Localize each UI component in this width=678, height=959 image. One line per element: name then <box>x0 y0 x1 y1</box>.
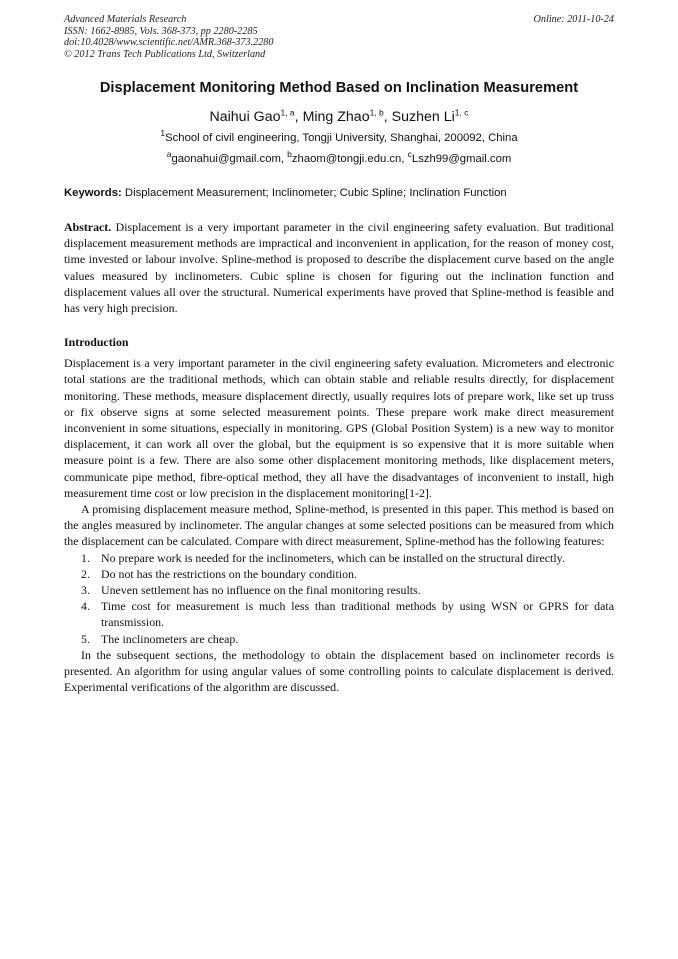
author-name: Naihui Gao <box>209 109 281 125</box>
email-address[interactable]: Lszh99@gmail.com <box>411 153 512 165</box>
author-list <box>64 108 614 126</box>
list-item-number: 1. <box>81 550 90 565</box>
issn-line: ISSN: 1662-8985, Vols. 368-373, pp 2280-2285 <box>64 25 258 37</box>
author-name: Ming Zhao <box>302 109 370 125</box>
list-item-text: The inclinometers are cheap. <box>101 631 239 646</box>
email-address[interactable]: zhaom@tongji.edu.cn <box>291 153 402 165</box>
list-item-text: Time cost for measurement is much less than traditional methods by using WSN or GPRS for data transmission. <box>101 599 614 630</box>
email-sup: b <box>287 149 292 160</box>
email-sup: c <box>407 149 412 160</box>
keywords-label: Keywords: <box>64 187 122 199</box>
email-sup: a <box>166 149 172 160</box>
paper-page <box>64 14 614 695</box>
author-sup: 1, a <box>280 107 295 118</box>
intro-paragraph-3: In the subsequent sections, the methodology to obtain the displacement based on inclinometer records is presented. An algorithm for using angular values of some controlling points to calculate displacement is derived. Experimental verifications of the algorithm are discussed. <box>64 647 614 695</box>
intro-paragraph-1: Displacement is a very important parameter in the civil engineering safety evaluation. Micrometers and electronic total stations are the traditional methods, which can obtain stable and reliable results directly, for displacement monitoring. These methods, measure displacement directly, usually requires lots of prepare work, like set up truss or fix observe signs at some selected measurement points. These prepare work make direct measurement inconvenient in some situations, especially in monitoring. GPS (Global Position System) is a new way to monitor displacement, it can work all over the global, but the equipment is so expensive that it is more suitable when measure point is a few. There are also some other displacement monitoring methods, like displacement meters, communicate pipe method, fibre-optical method, they all have the disadvantages of inconvenient to install, high measurement time cost or low precision in the displacement monitoring[1-2]. <box>64 356 614 500</box>
journal-name: Advanced Materials Research <box>64 14 187 25</box>
list-item-number: 4. <box>81 599 90 614</box>
author-sup: 1, b <box>369 107 384 118</box>
abstract-label: Abstract. <box>64 220 112 234</box>
author-name: Suzhen Li <box>391 109 455 125</box>
author-sup: 1, c <box>454 107 469 118</box>
copyright-line: © 2012 Trans Tech Publications Ltd, Switzerland <box>64 48 266 60</box>
abstract <box>64 219 614 316</box>
list-item <box>64 631 614 647</box>
author-separator: , <box>383 109 392 125</box>
author <box>392 109 469 125</box>
email-separator: , <box>280 153 288 165</box>
list-item-text: No prepare work is needed for the inclinometers, which can be installed on the structural directly. <box>101 550 565 565</box>
affiliation <box>64 128 614 146</box>
affiliation-text: School of civil engineering, Tongji University, Shanghai, 200092, China <box>165 132 518 144</box>
author-separator: , <box>294 109 303 125</box>
email-separator: , <box>401 153 408 165</box>
list-item-number: 5. <box>81 631 90 646</box>
affiliation-sup: 1 <box>160 128 166 139</box>
intro-paragraph-2: A promising displacement measure method, Spline-method, is presented in this paper. This method is based on the angles measured by inclinometer. The angular changes at some selected positions can be measured from which the displacement can be calculated. Compare with direct measurement, Spline-method has the following features: <box>64 502 614 549</box>
email-address[interactable]: gaonahui@gmail.com <box>171 153 281 165</box>
list-item <box>64 582 614 598</box>
author <box>210 109 303 125</box>
list-item-text: Uneven settlement has no influence on the final monitoring results. <box>101 583 421 598</box>
list-item <box>64 566 614 582</box>
list-item-text: Do not has the restrictions on the boundary condition. <box>101 566 357 581</box>
email-list <box>64 149 614 167</box>
keywords <box>64 186 614 201</box>
paper-title: Displacement Monitoring Method Based on Inclination Measurement <box>99 80 579 96</box>
feature-list <box>64 550 614 647</box>
list-item <box>64 550 614 566</box>
abstract-text: Displacement is a very important parameter in the civil engineering safety evaluation. But traditional displacement measurement methods are impractical and inconvenient in application, for the reason of money cost, time invested or labour involve. Spline-method is proposed to describe the displacement curve based on the angle values measured by inclinometers. Cubic spline is chosen for figuring out the inclination function and displacement values all over the structural. Numerical experiments have proved that Spline-method is feasible and has very high precision. <box>64 220 614 316</box>
doi-line: doi:10.4028/www.scientific.net/AMR.368-373.2280 <box>64 37 274 48</box>
section-heading-introduction: Introduction <box>64 335 129 350</box>
list-item <box>64 598 614 630</box>
author <box>303 109 392 125</box>
list-item-number: 3. <box>81 583 90 598</box>
journal-header <box>64 14 614 60</box>
keywords-text: Displacement Measurement; Inclinometer; Cubic Spline; Inclination Function <box>121 187 507 199</box>
online-date: Online: 2011-10-24 <box>533 14 614 25</box>
list-item-number: 2. <box>81 566 90 581</box>
